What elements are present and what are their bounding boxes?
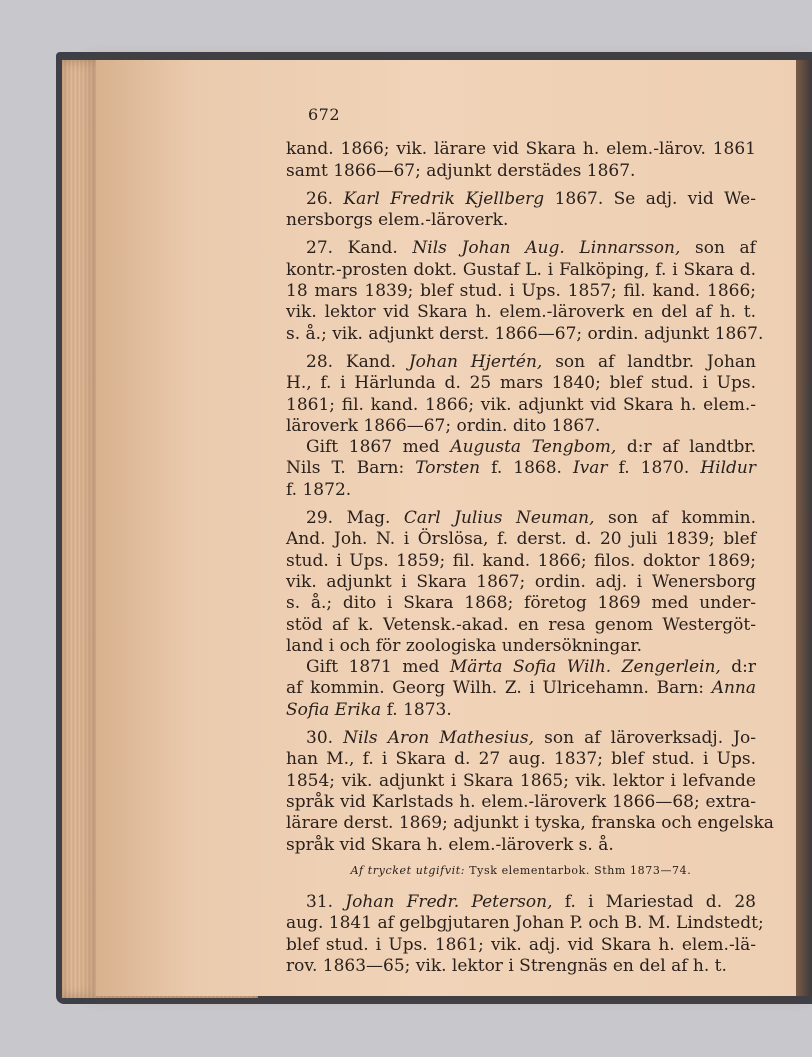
text-run: 1854; vik. adjunkt i Skara 1865; vik. lektor i lefvande	[286, 770, 756, 791]
text-run: stöd af k. Vetensk.-akad. en resa genom Westergöt-	[286, 614, 756, 635]
text-run: läroverk 1866—67; ordin. dito 1867.	[286, 415, 601, 436]
text-run: d:r af landtbr.	[616, 437, 757, 458]
text-run: And. Joh. N. i Örslösa, f. derst. d. 20 juli 1839; blef	[286, 529, 756, 550]
entry-spacer	[286, 345, 756, 352]
text-run: 28. Kand.	[306, 351, 409, 372]
text-run: språk vid Karlstads h. elem.-läroverk 1866—68; extra-	[286, 791, 756, 812]
text-line	[286, 813, 774, 834]
text-run: 29. Mag.	[306, 508, 404, 529]
entry-spacer	[286, 182, 756, 189]
text-run: son af landtbr. Johan	[542, 351, 756, 372]
entry-spacer	[286, 721, 756, 728]
italic-name: Carl Julius Neuman,	[403, 508, 595, 529]
text-run: 1861; fil. kand. 1866; vik. adjunkt vid Skara h. elem.-	[286, 394, 756, 415]
text-run: samt 1866—67; adjunkt derstädes 1867.	[286, 160, 636, 181]
text-line	[286, 416, 756, 437]
text-line	[286, 657, 756, 678]
text-line	[286, 956, 756, 977]
italic-name: Anna	[711, 678, 756, 699]
text-run: land i och för zoologiska undersökningar.	[286, 635, 643, 656]
italic-name: Af trycket utgifvit:	[350, 863, 466, 877]
text-line	[286, 458, 756, 479]
text-run: son af	[680, 238, 756, 259]
entry-spacer	[286, 501, 756, 508]
text-run: son af läroverksadj. Jo-	[534, 728, 756, 749]
text-line	[286, 352, 756, 373]
italic-name: Märta Sofia Wilh. Zengerlein,	[449, 657, 721, 678]
text-line	[286, 189, 756, 210]
text-run: Tysk elementarbok. Sthm 1873—74.	[465, 863, 692, 877]
text-run: kontr.-prosten dokt. Gustaf L. i Falköping, f. i Skara d.	[286, 259, 756, 280]
text-run: vik. lektor vid Skara h. elem.-läroverk en del af h. t.	[286, 302, 756, 323]
text-line	[286, 792, 756, 813]
text-run: Nils T. Barn:	[286, 458, 416, 479]
italic-name: Augusta Tengbom,	[450, 437, 617, 458]
text-run: lärare derst. 1869; adjunkt i tyska, franska och engelska	[286, 813, 774, 834]
text-run: s. å.; vik. adjunkt derst. 1866—67; ordin. adjunkt 1867.	[286, 323, 764, 344]
italic-name: Ivar	[572, 458, 608, 479]
text-run: kand. 1866; vik. lärare vid Skara h. elem.-lärov. 1861	[286, 139, 756, 160]
text-run: f. i Mariestad d. 28	[552, 892, 756, 913]
italic-name: Nils Johan Aug. Linnarsson,	[412, 238, 681, 259]
text-run: d:r	[720, 657, 757, 678]
page-number: 672	[308, 105, 341, 124]
text-run: f. 1868.	[480, 458, 573, 479]
text-line	[286, 551, 756, 572]
text-line	[286, 260, 756, 281]
italic-name: Karl Fredrik Kjellberg	[343, 188, 545, 209]
text-line	[286, 323, 764, 345]
text-line	[286, 161, 756, 182]
text-line	[286, 437, 756, 458]
page-text-block	[286, 104, 774, 977]
text-line	[286, 302, 756, 323]
italic-name: Nils Aron Mathesius,	[343, 728, 535, 749]
book-spine-edge	[796, 60, 812, 996]
text-run: han M., f. i Skara d. 27 aug. 1837; blef stud. i Ups.	[286, 749, 756, 770]
italic-name: Sofia Erika	[286, 699, 382, 720]
text-line	[286, 615, 756, 636]
text-line	[286, 913, 764, 934]
text-line	[286, 529, 756, 550]
text-run: af kommin. Georg Wilh. Z. i Ulricehamn. Barn:	[286, 678, 712, 699]
text-line	[286, 700, 756, 721]
text-line	[286, 728, 756, 749]
text-run: 30.	[306, 728, 344, 749]
text-run: 26.	[306, 188, 344, 209]
text-lines	[286, 139, 774, 977]
entry-spacer	[286, 885, 756, 892]
text-line	[286, 508, 756, 529]
text-run: aug. 1841 af gelbgjutaren Johan P. och B. M. Lindstedt;	[286, 913, 764, 934]
text-run: 31.	[306, 892, 346, 913]
text-run: Gift 1867 med	[306, 437, 451, 458]
text-line	[286, 892, 756, 913]
text-line	[286, 139, 756, 160]
text-run: 27. Kand.	[306, 238, 413, 259]
text-run: f. 1870.	[607, 458, 701, 479]
text-line	[286, 238, 756, 259]
text-line	[286, 636, 756, 657]
text-run: son af kommin.	[594, 508, 756, 529]
text-line	[286, 373, 756, 394]
italic-name: Johan Fredr. Peterson,	[345, 892, 553, 913]
text-line	[286, 281, 756, 302]
text-run: rov. 1863—65; vik. lektor i Strengnäs en del af h. t.	[286, 955, 727, 976]
italic-name: Johan Hjertén,	[408, 351, 543, 372]
text-line	[286, 749, 756, 770]
text-run: språk vid Skara h. elem.-läroverk s. å.	[286, 834, 614, 855]
text-run: nersborgs elem.-läroverk.	[286, 210, 509, 231]
text-line	[286, 593, 756, 614]
italic-name: Hildur	[700, 458, 756, 479]
entry-spacer	[286, 231, 756, 238]
text-run: blef stud. i Ups. 1861; vik. adj. vid Skara h. elem.-lä-	[286, 934, 756, 955]
text-run: 1867. Se adj. vid We-	[544, 188, 756, 209]
text-run: H., f. i Härlunda d. 25 mars 1840; blef stud. i Ups.	[286, 373, 756, 394]
text-run: f. 1873.	[381, 699, 452, 720]
text-line	[286, 210, 756, 231]
text-line	[286, 395, 756, 416]
text-line	[286, 572, 756, 593]
text-run: Gift 1871 med	[306, 657, 450, 678]
text-line	[286, 935, 756, 956]
text-line	[286, 856, 756, 885]
text-line	[286, 771, 756, 792]
text-line	[286, 480, 756, 501]
text-run: s. å.; dito i Skara 1868; företog 1869 med under-	[286, 593, 756, 614]
text-run: f. 1872.	[286, 479, 352, 500]
italic-name: Torsten	[415, 458, 481, 479]
text-run: vik. adjunkt i Skara 1867; ordin. adj. i Wenersborg	[286, 571, 756, 592]
text-line	[286, 678, 756, 699]
text-run: stud. i Ups. 1859; fil. kand. 1866; filos. doktor 1869;	[286, 550, 756, 571]
text-line	[286, 835, 756, 856]
text-run: 18 mars 1839; blef stud. i Ups. 1857; fil. kand. 1866;	[286, 281, 756, 302]
